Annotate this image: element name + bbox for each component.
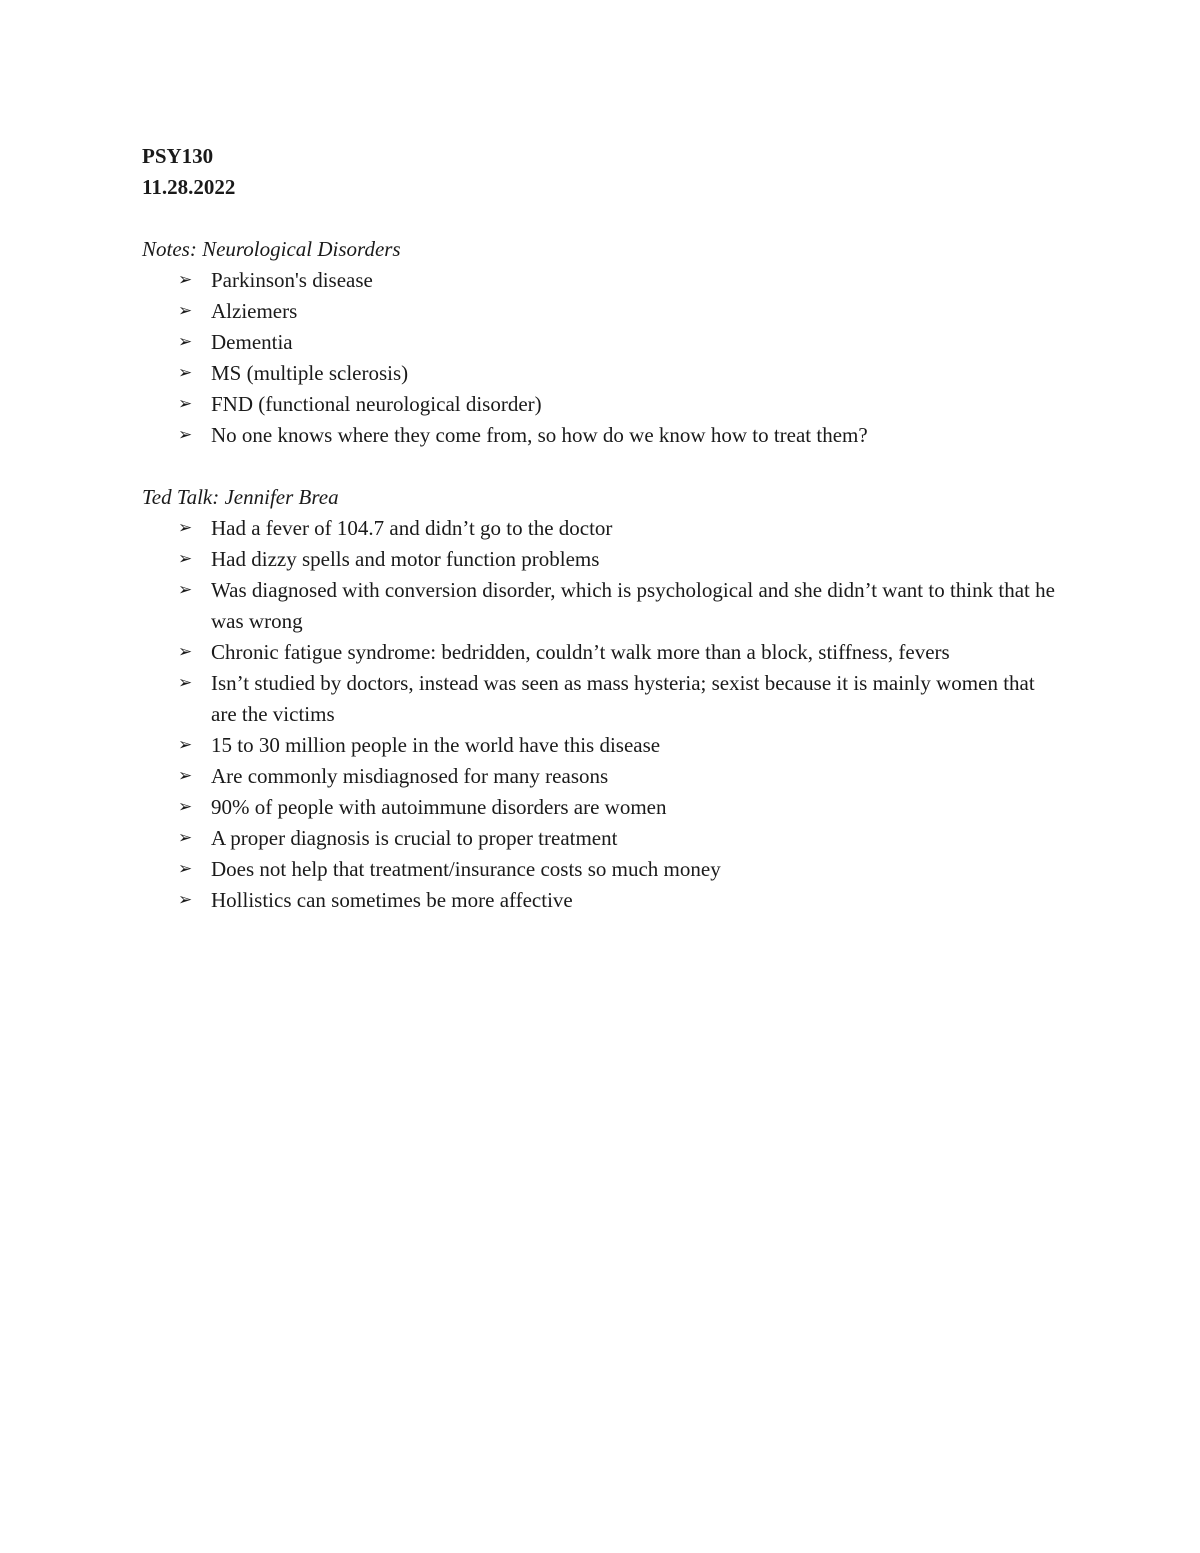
list-item [142,823,1062,854]
list-item [142,575,1062,637]
course-code: PSY130 [142,144,214,168]
list-item [142,854,1062,885]
section-title-neurological-disorders: Notes: Neurological Disorders [142,237,401,261]
list-item-text: Was diagnosed with conversion disorder, which is psychological and she didn’t want to think that he was wrong [211,578,1055,633]
arrow-bullet-icon: ➢ [178,766,193,786]
list-item [142,513,1062,544]
list-item [142,358,1062,389]
arrow-bullet-icon: ➢ [178,673,193,693]
arrow-bullet-icon: ➢ [178,580,193,600]
list-item-text: Had a fever of 104.7 and didn’t go to the doctor [211,516,613,540]
list-item [142,792,1062,823]
list-item [142,296,1062,327]
arrow-bullet-icon: ➢ [178,394,193,414]
arrow-bullet-icon: ➢ [178,890,193,910]
list-item [142,389,1062,420]
arrow-bullet-icon: ➢ [178,642,193,662]
spacer [142,203,1062,234]
arrow-bullet-icon: ➢ [178,363,193,383]
list-item-text: Isn’t studied by doctors, instead was seen as mass hysteria; sexist because it is mainly women that are the victims [211,671,1035,726]
arrow-bullet-icon: ➢ [178,332,193,352]
list-item-text: Alziemers [211,299,298,323]
list-item-text: No one knows where they come from, so how do we know how to treat them? [211,423,868,447]
section-title-ted-talk: Ted Talk: Jennifer Brea [142,485,339,509]
list-item [142,420,1062,451]
list-item [142,637,1062,668]
spacer [142,451,1062,482]
list-item-text: MS (multiple sclerosis) [211,361,409,385]
note-date: 11.28.2022 [142,175,236,199]
arrow-bullet-icon: ➢ [178,518,193,538]
list-item-text: A proper diagnosis is crucial to proper treatment [211,826,618,850]
list-item-text: Parkinson's disease [211,268,373,292]
arrow-bullet-icon: ➢ [178,859,193,879]
list-item-text: 15 to 30 million people in the world have this disease [211,733,661,757]
list-item-text: Had dizzy spells and motor function problems [211,547,600,571]
list-item-text: Are commonly misdiagnosed for many reasons [211,764,609,788]
arrow-bullet-icon: ➢ [178,301,193,321]
arrow-bullet-icon: ➢ [178,270,193,290]
list-item [142,730,1062,761]
list-item [142,327,1062,358]
list-item [142,544,1062,575]
list-item-text: FND (functional neurological disorder) [211,392,542,416]
list-item-text: Dementia [211,330,293,354]
list-item-text: Chronic fatigue syndrome: bedridden, couldn’t walk more than a block, stiffness, fevers [211,640,950,664]
list-item [142,668,1062,730]
document-content [142,141,1062,916]
arrow-bullet-icon: ➢ [178,828,193,848]
arrow-bullet-icon: ➢ [178,797,193,817]
list-item [142,885,1062,916]
arrow-bullet-icon: ➢ [178,425,193,445]
list-item-text: Does not help that treatment/insurance costs so much money [211,857,721,881]
arrow-bullet-icon: ➢ [178,735,193,755]
neurological-disorders-list [142,265,1062,451]
list-item-text: Hollistics can sometimes be more affective [211,888,573,912]
arrow-bullet-icon: ➢ [178,549,193,569]
list-item [142,761,1062,792]
list-item-text: 90% of people with autoimmune disorders are women [211,795,667,819]
ted-talk-list [142,513,1062,916]
list-item [142,265,1062,296]
